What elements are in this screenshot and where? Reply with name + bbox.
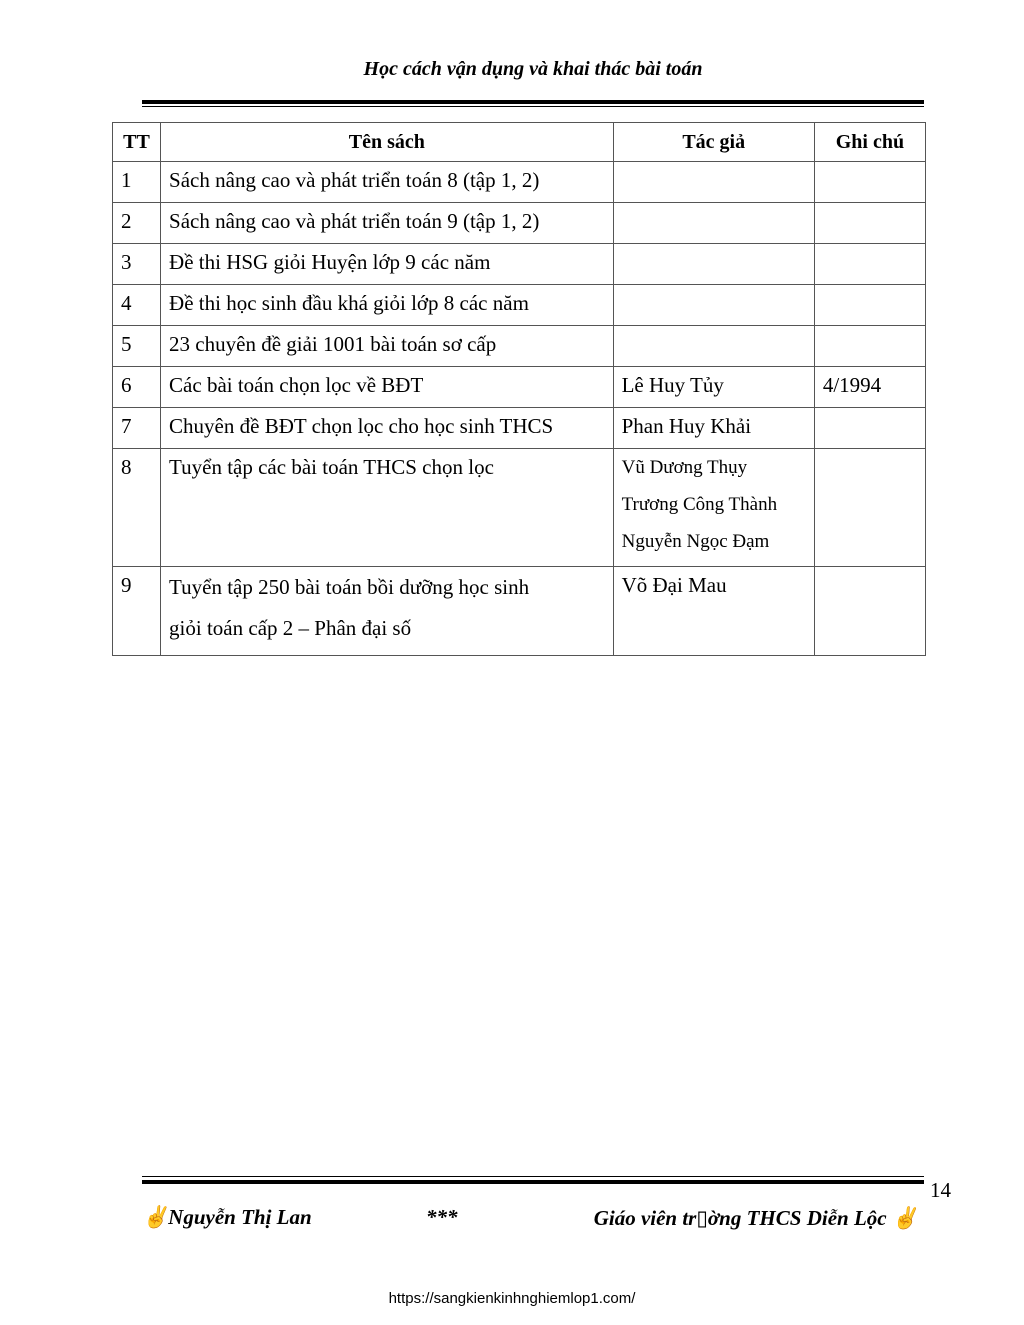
header-rule-thick <box>142 100 924 104</box>
cell-author: Lê Huy Tủy <box>613 367 814 408</box>
page-number: 14 <box>930 1178 951 1202</box>
table-row <box>113 567 926 656</box>
cell-tt: 6 <box>113 367 161 408</box>
reference-books-table <box>112 122 926 656</box>
cell-tt: 9 <box>113 567 161 656</box>
cell-book-title: Sách nâng cao và phát triển toán 9 (tập 1, 2) <box>161 203 614 244</box>
footer-separator: *** <box>426 1205 458 1229</box>
cell-tt: 1 <box>113 162 161 203</box>
table-row <box>113 326 926 367</box>
cell-note: 4/1994 <box>814 367 925 408</box>
cell-book-title: Chuyên đề BĐT chọn lọc cho học sinh THCS <box>161 408 614 449</box>
cell-note <box>814 285 925 326</box>
table-row <box>113 244 926 285</box>
book-title-line: Tuyển tập 250 bài toán bồi dưỡng học sinh <box>169 575 530 599</box>
cell-author <box>613 326 814 367</box>
column-header-author: Tác giả <box>613 123 814 162</box>
cell-note <box>814 408 925 449</box>
author-name: Vũ Dương Thụy <box>621 457 748 478</box>
cell-book-title: Đề thi HSG giỏi Huyện lớp 9 các năm <box>161 244 614 285</box>
column-header-book-title: Tên sách <box>161 123 614 162</box>
table-row <box>113 408 926 449</box>
source-url: https://sangkienkinhnghiemlop1.com/ <box>388 1290 636 1307</box>
column-header-tt: TT <box>113 123 161 162</box>
cell-author: Võ Đại Mau <box>613 567 814 656</box>
cell-tt: 8 <box>113 449 161 567</box>
cell-tt: 3 <box>113 244 161 285</box>
footer-rule-thin <box>142 1176 924 1177</box>
cell-author <box>613 285 814 326</box>
table-header-row <box>113 123 926 162</box>
column-header-note: Ghi chú <box>814 123 925 162</box>
cell-tt: 7 <box>113 408 161 449</box>
cell-note <box>814 162 925 203</box>
table-row <box>113 203 926 244</box>
table-row <box>113 367 926 408</box>
cell-note <box>814 449 925 567</box>
cell-author <box>613 162 814 203</box>
cell-tt: 5 <box>113 326 161 367</box>
cell-author: Phan Huy Khải <box>613 408 814 449</box>
table-row <box>113 162 926 203</box>
footer-rule-thick <box>142 1180 924 1184</box>
cell-book-title: Sách nâng cao và phát triển toán 8 (tập 1, 2) <box>161 162 614 203</box>
cell-note <box>814 326 925 367</box>
cell-note <box>814 567 925 656</box>
cell-book-title: Đề thi học sinh đầu khá giỏi lớp 8 các năm <box>161 285 614 326</box>
cell-tt: 4 <box>113 285 161 326</box>
header-rule-thin <box>142 106 924 107</box>
cell-authors <box>613 449 814 567</box>
document-header-title: Học cách vận dụng và khai thác bài toán <box>363 58 703 80</box>
footer-author: ✌Nguyễn Thị Lan <box>142 1205 312 1229</box>
table-row <box>113 285 926 326</box>
cell-tt: 2 <box>113 203 161 244</box>
cell-author <box>613 203 814 244</box>
cell-author <box>613 244 814 285</box>
cell-book-title: Các bài toán chọn lọc về BĐT <box>161 367 614 408</box>
cell-book-title: 23 chuyên đề giải 1001 bài toán sơ cấp <box>161 326 614 367</box>
author-name: Nguyễn Ngọc Đạm <box>621 531 770 552</box>
table-row <box>113 449 926 567</box>
book-title-line: giỏi toán cấp 2 – Phân đại số <box>169 616 412 640</box>
cell-note <box>814 203 925 244</box>
cell-book-title: Tuyển tập các bài toán THCS chọn lọc <box>161 449 614 567</box>
footer-school: Giáo viên tr▯ờng THCS Diễn Lộc ✌ <box>593 1206 918 1230</box>
cell-note <box>814 244 925 285</box>
cell-book-title <box>161 567 614 656</box>
author-name: Trương Công Thành <box>621 494 778 515</box>
